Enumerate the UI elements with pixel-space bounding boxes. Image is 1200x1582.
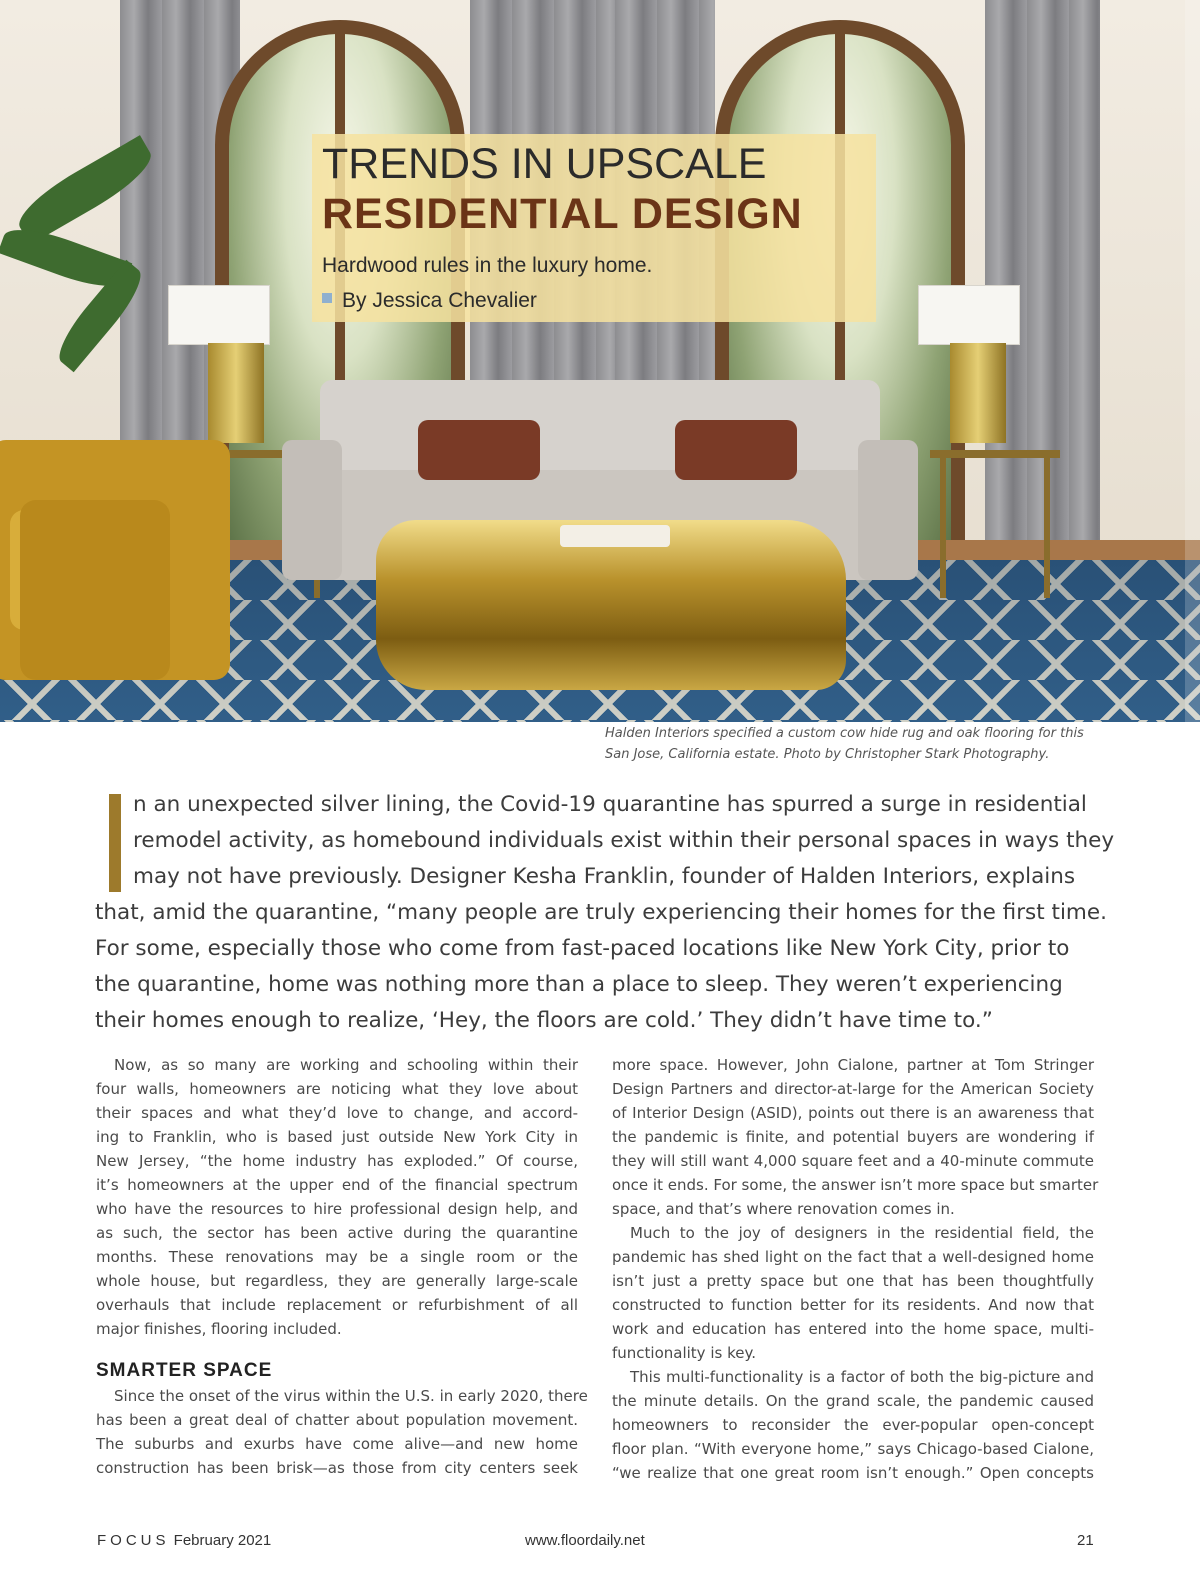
photo-caption	[605, 723, 1125, 765]
body-column-left	[96, 1053, 588, 1480]
body-line: major finishes, flooring included.	[96, 1320, 342, 1338]
footer-url[interactable]: www.floordaily.net	[525, 1532, 645, 1549]
body-line: functionality is key.	[612, 1344, 756, 1362]
photo-sofa-arm	[282, 440, 342, 580]
title-box	[312, 134, 876, 322]
body-line: four walls, homeowners are noticing what they love about	[96, 1080, 578, 1098]
photo-lamp-base	[950, 343, 1006, 443]
body-line: their spaces and what they’d love to change, and accord-	[96, 1104, 578, 1122]
body-line: the pandemic is finite, and potential buyers are wondering if	[612, 1128, 1094, 1146]
byline-square-icon	[322, 293, 332, 303]
photo-leaf	[10, 135, 160, 245]
photo-pillow	[418, 420, 540, 480]
body-line: The suburbs and exurbs have come alive—and new home	[96, 1435, 578, 1453]
body-line: as such, the sector has been active during the quarantine	[96, 1224, 578, 1242]
lead-line: n an unexpected silver lining, the Covid-19 quarantine has spurred a surge in residential	[133, 792, 1087, 817]
photo-plant	[0, 150, 170, 450]
section-heading: SMARTER SPACE	[96, 1360, 273, 1381]
lead-line: that, amid the quarantine, “many people are truly experiencing their homes for the first time.	[95, 900, 1107, 925]
page-number: 21	[1077, 1532, 1094, 1549]
photo-armchair	[20, 500, 170, 680]
body-line: This multi-functionality is a factor of both the big-picture and	[630, 1368, 1094, 1386]
body-line: of Interior Design (ASID), points out there is an awareness that	[612, 1104, 1094, 1122]
body-line: construction has been brisk—as those from city centers seek	[96, 1459, 578, 1477]
caption-line: San Jose, California estate. Photo by Christopher Stark Photography.	[605, 747, 1050, 762]
photo-lamp-base	[208, 343, 264, 443]
body-line: “we realize that one great room isn’t enough.” Open concepts	[612, 1464, 1094, 1482]
body-line: pandemic has shed light on the fact that a well-designed home	[612, 1248, 1094, 1266]
body-line: who have the resources to hire professional design help, and	[96, 1200, 578, 1218]
body-line: space, and that’s where renovation comes in.	[612, 1200, 955, 1218]
article-title-line1: TRENDS IN UPSCALE	[322, 140, 767, 188]
lead-line: For some, especially those who come from fast-paced locations like New York City, prior to	[95, 936, 1070, 961]
body-line: Design Partners and director-at-large for the American Society	[612, 1080, 1094, 1098]
lead-line: remodel activity, as homebound individuals exist within their personal spaces in ways they	[133, 828, 1115, 853]
footer-magazine-name: FOCUS	[97, 1532, 170, 1549]
photo-side-table	[930, 450, 1060, 598]
body-line: homeowners to reconsider the ever-popular open-concept	[612, 1416, 1094, 1434]
lead-paragraph	[95, 787, 1115, 1039]
byline	[322, 289, 537, 313]
body-line: constructed to function better for its residents. And now that	[612, 1296, 1094, 1314]
photo-lamp-shade	[168, 285, 270, 345]
body-line: whole house, but regardless, they are generally large-scale	[96, 1272, 578, 1290]
body-line: Much to the joy of designers in the residential field, the	[630, 1224, 1094, 1242]
photo-edge	[1185, 0, 1200, 722]
lead-line: may not have previously. Designer Kesha Franklin, founder of Halden Interiors, explains	[133, 864, 1076, 889]
lead-line: their homes enough to realize, ‘Hey, the floors are cold.’ They didn’t have time to.”	[95, 1008, 993, 1033]
body-line: ing to Franklin, who is based just outside New York City in	[96, 1128, 578, 1146]
body-line: floor plan. “With everyone home,” says Chicago-based Cialone,	[612, 1440, 1094, 1458]
body-line: it’s homeowners at the upper end of the financial spectrum	[96, 1176, 578, 1194]
body-line: work and education has entered into the home space, multi-	[612, 1320, 1094, 1338]
photo-pillow	[675, 420, 797, 480]
body-line: once it ends. For some, the answer isn’t more space but smarter	[612, 1176, 1099, 1194]
hero-photo	[0, 0, 1200, 722]
body-line: Since the onset of the virus within the U.S. in early 2020, there	[114, 1387, 588, 1405]
footer-issue: February 2021	[173, 1532, 272, 1549]
article-subtitle: Hardwood rules in the luxury home.	[322, 254, 653, 277]
lead-line: the quarantine, home was nothing more than a place to sleep. They weren’t experiencing	[95, 972, 1063, 997]
photo-tray	[560, 525, 670, 547]
article-title-line2: RESIDENTIAL DESIGN	[322, 190, 803, 238]
body-line: more space. However, John Cialone, partner at Tom Stringer	[612, 1056, 1094, 1074]
body-line: isn’t just a pretty space but one that has been thoughtfully	[612, 1272, 1094, 1290]
body-line: the minute details. On the grand scale, the pandemic caused	[612, 1392, 1094, 1410]
photo-lamp-shade	[918, 285, 1020, 345]
byline-author: By Jessica Chevalier	[342, 289, 537, 312]
photo-sofa-arm	[858, 440, 918, 580]
body-line: New Jersey, “the home industry has exploded.” Of course,	[96, 1152, 578, 1170]
body-line: Now, as so many are working and schooling within their	[114, 1056, 578, 1074]
body-line: months. These renovations may be a single room or the	[96, 1248, 578, 1266]
footer-publication	[97, 1532, 271, 1549]
body-column-right	[612, 1053, 1099, 1485]
body-line: overhauls that include replacement or refurbishment of all	[96, 1296, 578, 1314]
body-line: has been a great deal of chatter about population movement.	[96, 1411, 578, 1429]
caption-line: Halden Interiors specified a custom cow hide rug and oak flooring for this	[605, 726, 1084, 741]
body-line: they will still want 4,000 square feet and a 40-minute commute	[612, 1152, 1094, 1170]
